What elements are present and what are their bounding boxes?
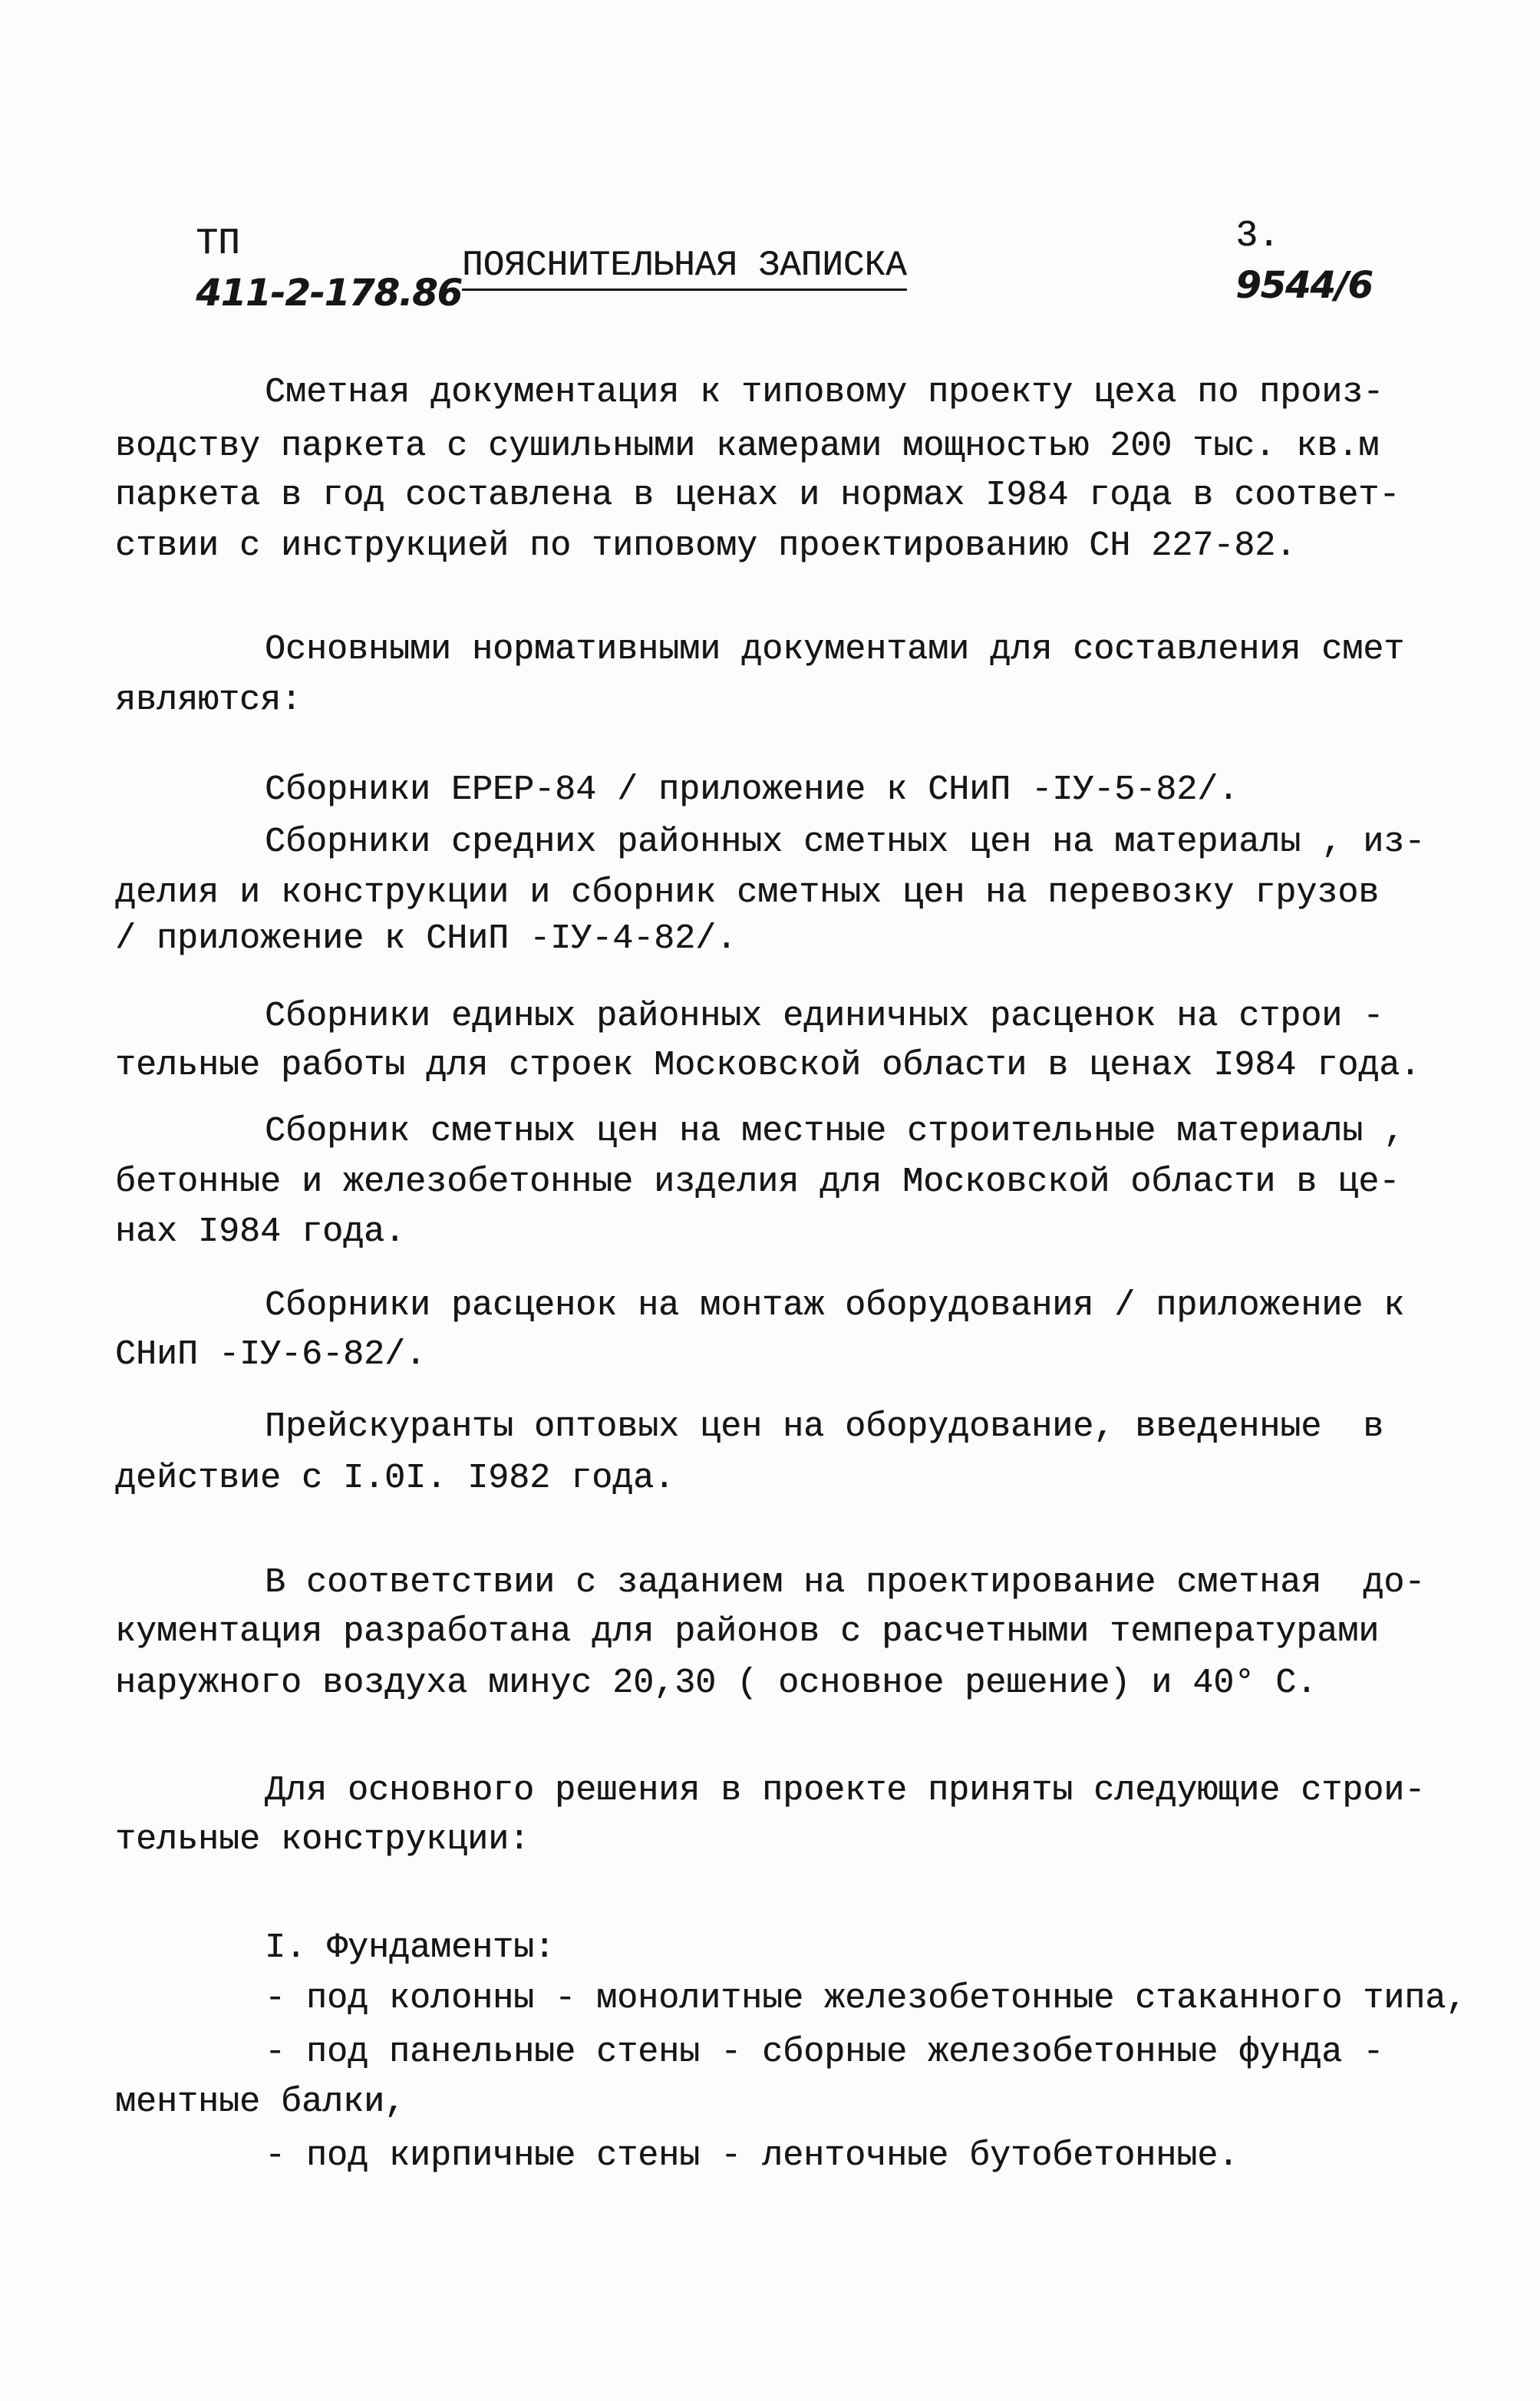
- page-code: 9544/6: [1235, 264, 1373, 307]
- text-line: СНиП -IУ-6-82/.: [115, 1335, 427, 1374]
- text-line: наружного воздуха минус 20,30 ( основное решение) и 40° С.: [115, 1664, 1317, 1703]
- text-line: Прейскуранты оптовых цен на оборудование, введенные в: [265, 1407, 1384, 1446]
- document-code-number: 411-2-178.86: [196, 272, 462, 315]
- text-line: являются:: [115, 681, 302, 720]
- list-item: - под кирпичные стены - ленточные бутобетонные.: [265, 2136, 1239, 2175]
- page-reference: [1147, 163, 1373, 362]
- text-line: делия и конструкции и сборник сметных цен на перевозку грузов: [115, 873, 1380, 912]
- text-line: паркета в год составлена в ценах и нормах I984 года в соответ-: [115, 476, 1400, 515]
- document-code-prefix: ТП: [196, 223, 240, 265]
- text-line: Сборники средних районных сметных цен на материалы , из-: [265, 823, 1426, 862]
- text-line: водству паркета с сушильными камерами мощностью 200 тыс. кв.м: [115, 427, 1380, 466]
- text-line: бетонные и железобетонные изделия для Московской области в це-: [115, 1163, 1400, 1202]
- text-line: Сборники расценок на монтаж оборудования / приложение к: [265, 1286, 1405, 1325]
- list-item: - под колонны - монолитные железобетонные стаканного типа,: [265, 1979, 1467, 2018]
- text-line: Основными нормативными документами для составления смет: [265, 630, 1405, 669]
- document-code: [107, 170, 462, 370]
- list-heading: I. Фундаменты:: [265, 1928, 556, 1967]
- page-number: 3.: [1235, 216, 1280, 257]
- text-line: / приложение к СНиП -IУ-4-82/.: [115, 919, 737, 958]
- text-line: тельные работы для строек Московской области в ценах I984 года.: [115, 1046, 1421, 1085]
- list-item-continuation: ментные балки,: [115, 2083, 406, 2122]
- text-line: действие с I.0I. I982 года.: [115, 1459, 675, 1498]
- text-line: тельные конструкции:: [115, 1820, 530, 1859]
- text-line: Сборник сметных цен на местные строительные материалы ,: [265, 1112, 1405, 1151]
- text-line: кументация разработана для районов с расчетными температурами: [115, 1612, 1380, 1651]
- text-line: Сметная документация к типовому проекту цеха по произ-: [265, 373, 1384, 412]
- text-line: В соответствии с заданием на проектирование сметная до-: [265, 1563, 1426, 1602]
- text-line: Для основного решения в проекте приняты следующие строи-: [265, 1771, 1426, 1810]
- text-line: Сборники ЕРЕР-84 / приложение к СНиП -IУ-5-82/.: [265, 770, 1239, 810]
- text-line: нах I984 года.: [115, 1212, 406, 1252]
- document-title: ПОЯСНИТЕЛЬНАЯ ЗАПИСКА: [462, 242, 907, 291]
- text-line: ствии с инструкцией по типовому проектированию СН 227-82.: [115, 526, 1297, 566]
- list-item: - под панельные стены - сборные железобетонные фунда -: [265, 2033, 1384, 2072]
- text-line: Сборники единых районных единичных расценок на строи -: [265, 997, 1384, 1036]
